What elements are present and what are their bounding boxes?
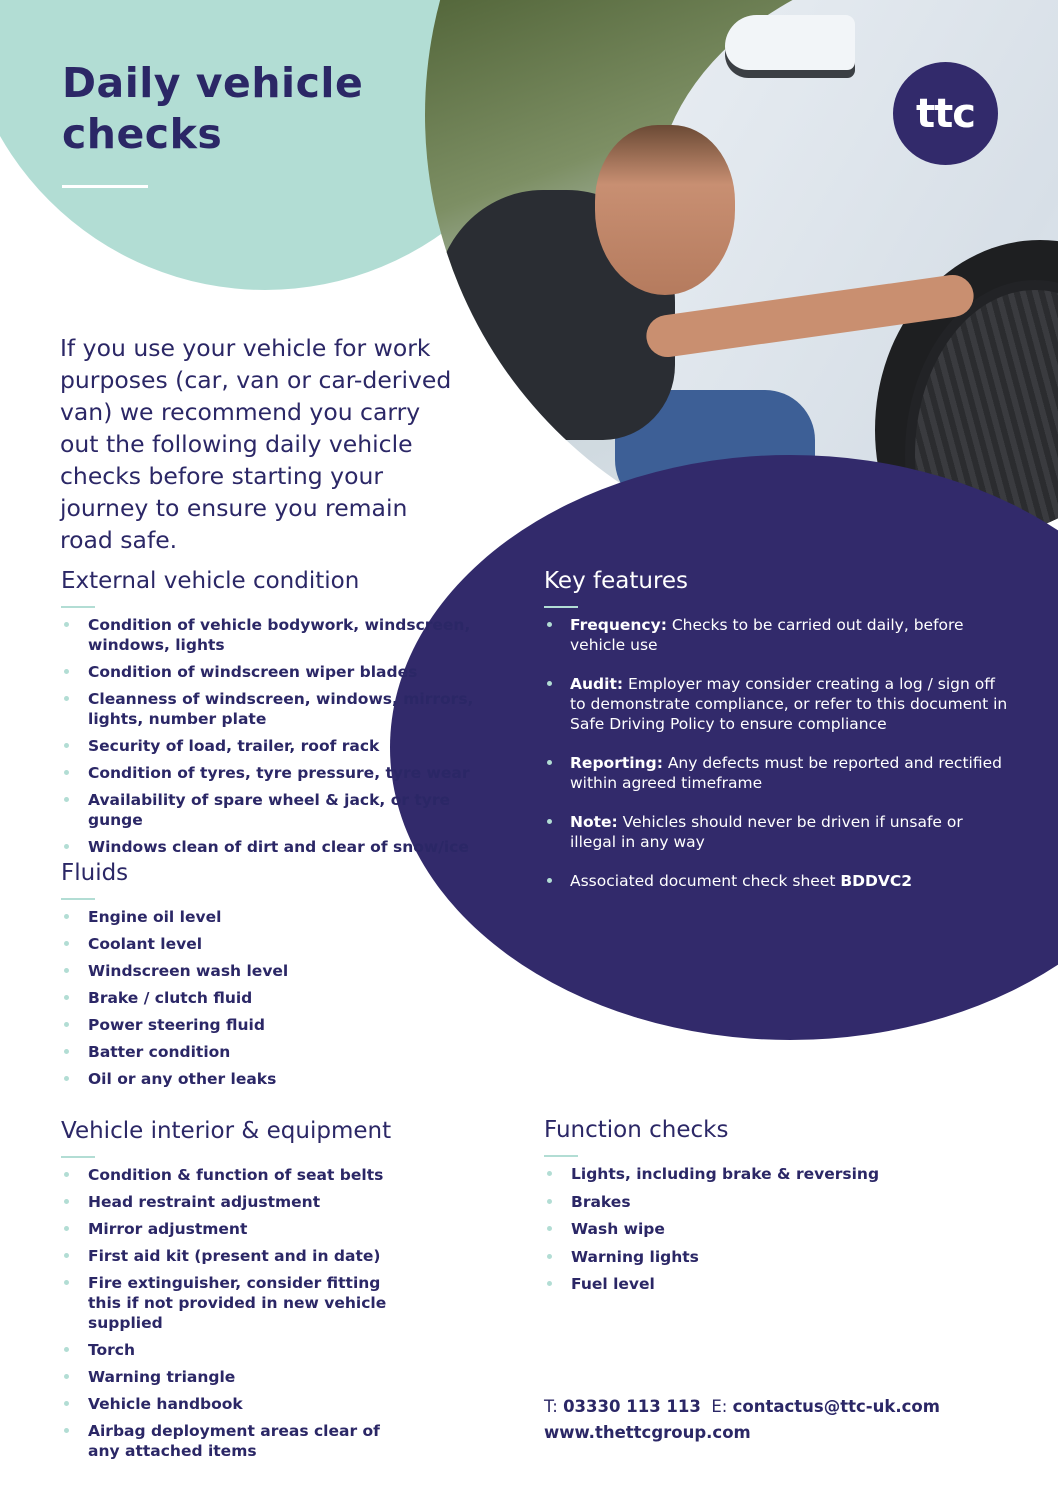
list-item-text: Torch bbox=[88, 1341, 136, 1359]
bullet-icon bbox=[64, 1347, 69, 1352]
contact-line-1 bbox=[544, 1394, 940, 1420]
key-features-heading: Key features bbox=[544, 568, 689, 594]
list-item-text: Batter condition bbox=[88, 1043, 231, 1061]
list-item bbox=[544, 1192, 984, 1212]
bullet-icon bbox=[547, 681, 552, 686]
email-label: E: bbox=[711, 1397, 728, 1416]
list-item bbox=[544, 1219, 984, 1239]
interior-list bbox=[61, 1165, 401, 1468]
key-feature-label: Audit: bbox=[570, 675, 624, 693]
list-item bbox=[61, 1394, 401, 1414]
bullet-icon bbox=[64, 1076, 69, 1081]
list-item-text: Fire extinguisher, consider fitting this if not provided in new vehicle supplied bbox=[88, 1274, 387, 1332]
list-item-text: Windscreen wash level bbox=[88, 962, 289, 980]
fluids-heading: Fluids bbox=[61, 860, 129, 886]
bullet-icon bbox=[64, 995, 69, 1000]
external-list bbox=[61, 615, 481, 864]
key-feature-item bbox=[544, 753, 1009, 793]
title-line-2: checks bbox=[62, 110, 223, 158]
list-item-text: Power steering fluid bbox=[88, 1016, 265, 1034]
list-item bbox=[544, 1274, 984, 1294]
list-item bbox=[61, 1246, 401, 1266]
bullet-icon bbox=[64, 1022, 69, 1027]
list-item bbox=[61, 961, 481, 981]
key-feature-text: Vehicles should never be driven if unsafe or illegal in any way bbox=[570, 813, 963, 851]
fluids-list bbox=[61, 907, 481, 1096]
bullet-icon bbox=[64, 1226, 69, 1231]
bullet-icon bbox=[547, 1226, 552, 1231]
key-feature-item bbox=[544, 871, 1009, 891]
list-item-text: Availability of spare wheel & jack, or tyre gunge bbox=[88, 791, 451, 829]
bullet-icon bbox=[64, 1253, 69, 1258]
list-item bbox=[61, 1421, 401, 1461]
bullet-icon bbox=[64, 1049, 69, 1054]
bullet-icon bbox=[64, 1428, 69, 1433]
list-item bbox=[61, 689, 481, 729]
key-feature-item bbox=[544, 615, 1009, 655]
list-item bbox=[61, 763, 481, 783]
list-item-text: Warning triangle bbox=[88, 1368, 236, 1386]
list-item bbox=[61, 1273, 401, 1333]
logo-text: ttc bbox=[916, 90, 975, 137]
list-item-text: First aid kit (present and in date) bbox=[88, 1247, 381, 1265]
key-feature-text: Employer may consider creating a log / sign off to demonstrate compliance, or refer to this document in Safe Driving Policy to ensure compliance bbox=[570, 675, 1008, 733]
list-item-text: Lights, including brake & reversing bbox=[571, 1165, 880, 1183]
bullet-icon bbox=[64, 797, 69, 802]
list-item-text: Condition of vehicle bodywork, windscreen, windows, lights bbox=[88, 616, 471, 654]
phone-number[interactable]: 03330 113 113 bbox=[563, 1397, 701, 1416]
ttc-logo bbox=[893, 62, 998, 165]
external-heading: External vehicle condition bbox=[61, 568, 360, 594]
list-item-text: Condition & function of seat belts bbox=[88, 1166, 384, 1184]
key-features-list bbox=[544, 615, 1009, 910]
list-item-text: Brake / clutch fluid bbox=[88, 989, 253, 1007]
interior-rule bbox=[61, 1156, 95, 1158]
bullet-icon bbox=[64, 844, 69, 849]
intro-paragraph: If you use your vehicle for work purposes (car, van or car-derived van) we recommend you carry out the following daily vehicle checks before starting your journey to ensure you remain road safe. bbox=[60, 334, 452, 554]
list-item-text: Oil or any other leaks bbox=[88, 1070, 277, 1088]
bullet-icon bbox=[547, 760, 552, 765]
person-head bbox=[595, 125, 735, 295]
bullet-icon bbox=[64, 968, 69, 973]
key-feature-text: Any defects must be reported and rectified within agreed timeframe bbox=[570, 754, 1002, 792]
bullet-icon bbox=[547, 1171, 552, 1176]
list-item-text: Vehicle handbook bbox=[88, 1395, 243, 1413]
list-item-text: Fuel level bbox=[571, 1275, 655, 1293]
list-item bbox=[61, 790, 481, 830]
list-item bbox=[61, 1192, 401, 1212]
email-link[interactable]: contactus@ttc-uk.com bbox=[732, 1397, 940, 1416]
contact-line-2 bbox=[544, 1420, 940, 1446]
bullet-icon bbox=[64, 743, 69, 748]
key-feature-label: Frequency: bbox=[570, 616, 667, 634]
list-item bbox=[61, 837, 481, 857]
list-item bbox=[61, 662, 481, 682]
list-item bbox=[61, 1367, 401, 1387]
list-item bbox=[61, 1340, 401, 1360]
function-heading: Function checks bbox=[544, 1117, 729, 1143]
bullet-icon bbox=[547, 1281, 552, 1286]
key-feature-label: Reporting: bbox=[570, 754, 663, 772]
list-item-text: Mirror adjustment bbox=[88, 1220, 248, 1238]
bullet-icon bbox=[547, 1199, 552, 1204]
key-feature-text: Associated document check sheet bbox=[570, 872, 841, 890]
document-code: BDDVC2 bbox=[840, 872, 913, 890]
list-item-text: Security of load, trailer, roof rack bbox=[88, 737, 380, 755]
interior-heading: Vehicle interior & equipment bbox=[61, 1118, 392, 1144]
list-item-text: Warning lights bbox=[571, 1247, 699, 1266]
key-feature-item bbox=[544, 812, 1009, 852]
title-underline bbox=[62, 185, 148, 188]
function-list bbox=[544, 1164, 984, 1302]
key-feature-label: Note: bbox=[570, 813, 618, 831]
list-item bbox=[61, 988, 481, 1008]
list-item-text: Condition of tyres, tyre pressure, tyre wear bbox=[88, 764, 470, 782]
bullet-icon bbox=[64, 1374, 69, 1379]
bullet-icon bbox=[64, 1172, 69, 1177]
list-item bbox=[61, 1069, 481, 1089]
website-link[interactable]: www.thettcgroup.com bbox=[544, 1423, 751, 1442]
bullet-icon bbox=[64, 1199, 69, 1204]
bullet-icon bbox=[547, 622, 552, 627]
contact-block bbox=[544, 1394, 940, 1446]
page-title bbox=[62, 58, 363, 160]
bullet-icon bbox=[64, 1401, 69, 1406]
list-item bbox=[61, 1165, 401, 1185]
list-item-text: Brakes bbox=[571, 1192, 631, 1211]
list-item-text: Wash wipe bbox=[571, 1220, 665, 1238]
list-item bbox=[61, 736, 481, 756]
list-item bbox=[544, 1164, 984, 1184]
bullet-icon bbox=[64, 622, 69, 627]
list-item bbox=[544, 1247, 984, 1267]
list-item bbox=[61, 1042, 481, 1062]
list-item-text: Cleanness of windscreen, windows, mirrors, lights, number plate bbox=[88, 690, 474, 728]
car-mirror bbox=[725, 15, 855, 70]
list-item bbox=[61, 1015, 481, 1035]
external-rule bbox=[61, 606, 95, 608]
list-item-text: Airbag deployment areas clear of any attached items bbox=[88, 1422, 380, 1460]
key-feature-text: Checks to be carried out daily, before vehicle use bbox=[570, 616, 964, 654]
title-line-1: Daily vehicle bbox=[62, 59, 364, 107]
list-item-text: Condition of windscreen wiper blades bbox=[88, 663, 418, 681]
bullet-icon bbox=[547, 1254, 552, 1259]
bullet-icon bbox=[547, 819, 552, 824]
bullet-icon bbox=[64, 1280, 69, 1285]
function-rule bbox=[544, 1155, 578, 1157]
key-features-rule bbox=[544, 606, 578, 608]
fluids-rule bbox=[61, 898, 95, 900]
bullet-icon bbox=[64, 696, 69, 701]
list-item bbox=[61, 1219, 401, 1239]
bullet-icon bbox=[64, 914, 69, 919]
key-feature-item bbox=[544, 674, 1009, 734]
phone-label: T: bbox=[544, 1397, 558, 1416]
bullet-icon bbox=[64, 941, 69, 946]
bullet-icon bbox=[64, 669, 69, 674]
list-item-text: Head restraint adjustment bbox=[88, 1193, 321, 1211]
list-item-text: Coolant level bbox=[88, 935, 203, 953]
bullet-icon bbox=[64, 770, 69, 775]
list-item-text: Windows clean of dirt and clear of snow/ice bbox=[88, 838, 469, 856]
list-item-text: Engine oil level bbox=[88, 908, 222, 926]
list-item bbox=[61, 615, 481, 655]
list-item bbox=[61, 934, 481, 954]
list-item bbox=[61, 907, 481, 927]
bullet-icon bbox=[547, 878, 552, 883]
